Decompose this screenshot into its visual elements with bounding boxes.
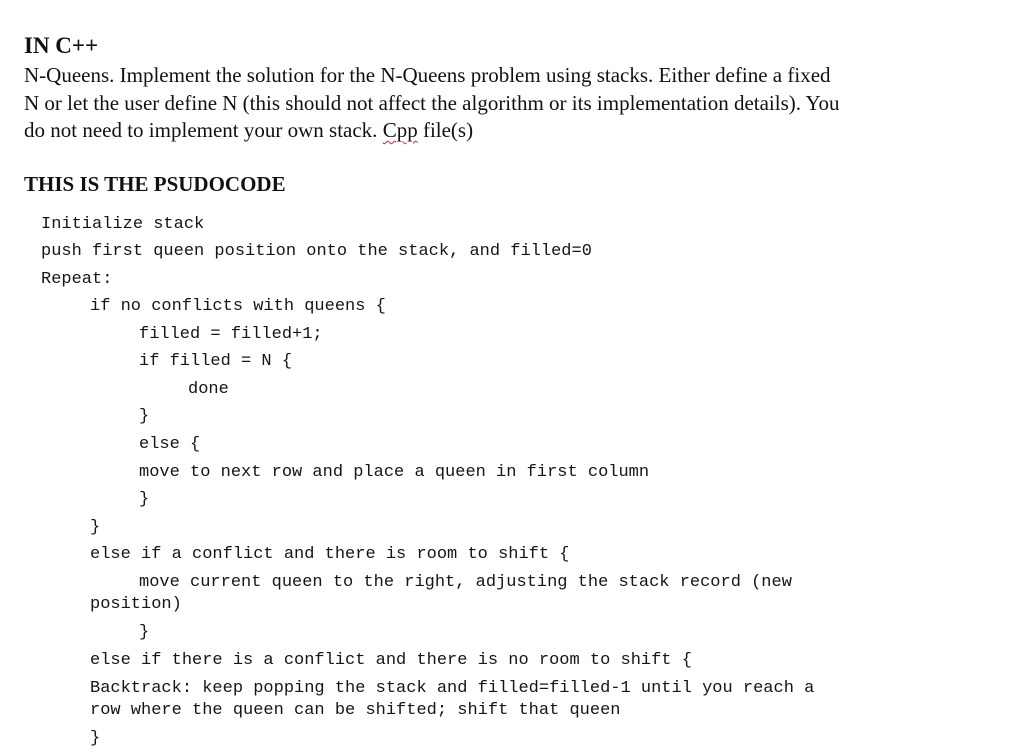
paragraph-text: file(s) [417, 118, 474, 142]
paragraph-text: do not need to implement your own stack. [24, 118, 383, 142]
paragraph-line: N or let the user define N (this should not affect the algorithm or its implementation details). You [24, 90, 840, 115]
code-line: Backtrack: keep popping the stack and filled=filled-1 until you reach a [90, 679, 815, 698]
code-line: position) [90, 595, 182, 614]
code-line: } [139, 407, 150, 426]
code-line: row where the queen can be shifted; shift that queen [90, 701, 621, 720]
code-line: } [90, 518, 101, 537]
paragraph-line [24, 117, 840, 145]
assignment-paragraph [24, 62, 840, 145]
code-line: done [188, 380, 229, 399]
spellcheck-flagged-word: Cpp [382, 118, 418, 142]
page-heading: IN C++ [24, 33, 99, 58]
pseudocode-heading: THIS IS THE PSUDOCODE [24, 172, 286, 196]
code-line: filled = filled+1; [139, 325, 323, 344]
paragraph-line: N-Queens. Implement the solution for the N-Queens problem using stacks. Either define a fixed [24, 63, 831, 87]
code-line: Initialize stack [41, 215, 205, 234]
code-line: else if there is a conflict and there is no room to shift { [90, 651, 692, 670]
code-line: else { [139, 435, 201, 454]
code-line: } [139, 623, 150, 642]
code-line: move current queen to the right, adjusting the stack record (new [139, 573, 792, 592]
code-line: } [139, 490, 150, 509]
code-line: if no conflicts with queens { [90, 297, 386, 316]
code-line: push first queen position onto the stack, and filled=0 [41, 242, 592, 261]
code-line: move to next row and place a queen in first column [139, 463, 650, 482]
code-line: if filled = N { [139, 352, 293, 371]
code-line: } [90, 729, 101, 748]
code-line: else if a conflict and there is room to shift { [90, 545, 570, 564]
code-line: Repeat: [41, 270, 113, 289]
